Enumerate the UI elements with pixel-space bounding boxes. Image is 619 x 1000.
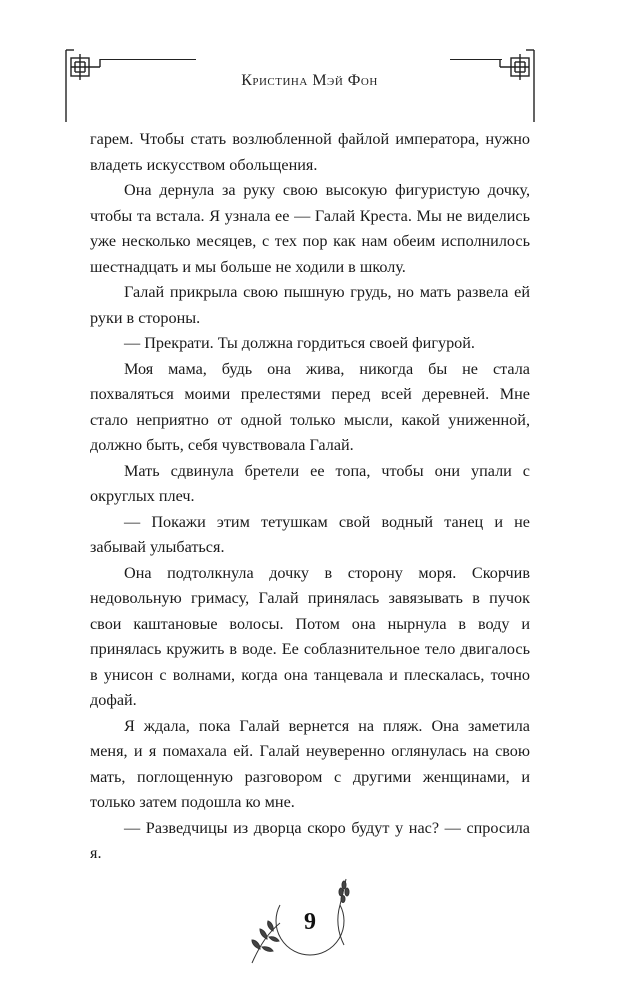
body-text [90, 127, 530, 867]
paragraph: Я ждала, пока Галай вернется на пляж. Она заметила меня, и я помахала ей. Галай неуверенно оглянулась на свою мать, поглощенную разговором с другими женщинами, и только затем подошла ко мне. [90, 716, 530, 811]
paragraph: Она подтолкнула дочку в сторону моря. Скорчив недовольную гримасу, Галай принялась завязывать в пучок свои каштановые волосы. Потом она нырнула в воду и принялась кружить в воде. Ее соблазнительное тело двигалось в унисон с волнами, когда она танцевала и плескалась, точно дофай. [90, 563, 530, 709]
paragraph: Моя мама, будь она жива, никогда бы не стала похваляться моими прелестями перед всей деревней. Мне стало неприятно от одной только мысли, какой униженной, должно быть, себя чувствовала Галай. [90, 359, 530, 454]
header-rule-left [100, 59, 196, 60]
paragraph: Мать сдвинула бретели ее топа, чтобы они упали с округлых плеч. [90, 461, 530, 505]
paragraph: — Разведчицы из дворца скоро будут у нас? — спросила я. [90, 818, 530, 862]
paragraph: — Прекрати. Ты должна гордиться своей фигурой. [124, 334, 475, 352]
paragraph: гарем. Чтобы стать возлюбленной файлой императора, нужно владеть искусством обольщения. [90, 130, 530, 174]
paragraph: — Покажи этим тетушкам свой водный танец и не забывай улыбаться. [90, 512, 530, 556]
paragraph: Она дернула за руку свою высокую фигуристую дочку, чтобы та встала. Я узнала ее — Галай Креста. Мы не виделись уже несколько месяцев, с тех пор как нам обеим исполнилось шестнадцать и мы больше не ходили в школу. [90, 181, 530, 276]
paragraph: Галай прикрыла свою пышную грудь, но мать развела ей руки в стороны. [90, 283, 530, 327]
page-footer [240, 875, 380, 975]
page-number: 9 [304, 909, 316, 935]
running-header-author: Кристина Мэй Фон [241, 72, 378, 89]
